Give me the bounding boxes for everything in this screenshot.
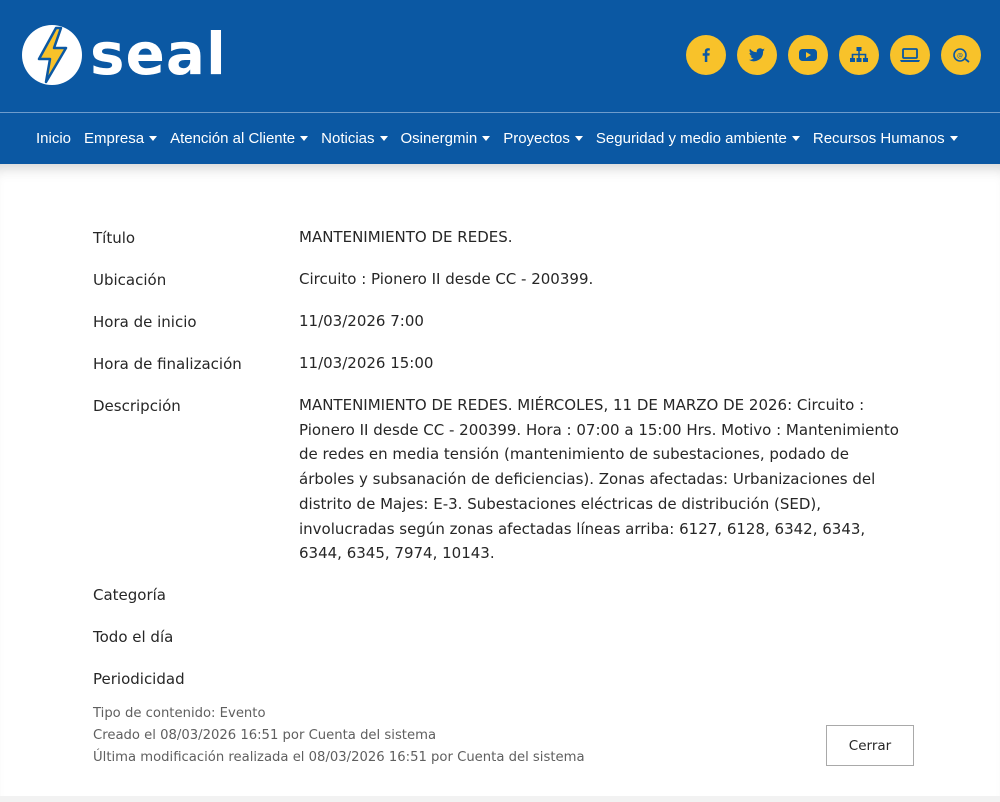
- descripcion-line: involucradas según zonas afectadas líneas arriba: 6127, 6128, 6342, 6343,: [299, 519, 866, 538]
- main-nav: [36, 118, 971, 158]
- descripcion-line: de redes en media tensión (mantenimiento de subestaciones, podado de: [299, 445, 850, 464]
- created-text: Creado el 08/03/2026 16:51 por Cuenta del sistema: [93, 728, 437, 743]
- descripcion-line: Pionero II desde CC - 200399. Hora : 07:00 a 15:00 Hrs. Motivo : Mantenimiento: [299, 420, 899, 439]
- twitter-icon[interactable]: [737, 35, 777, 75]
- nav-label: Noticias: [321, 129, 375, 147]
- descripcion-line: árboles y subsanación de deficiencias). Zonas afectadas: Urbanizaciones del: [299, 470, 876, 489]
- brand-wordmark[interactable]: seal: [90, 20, 227, 88]
- content-type-text: Tipo de contenido: Evento: [93, 706, 266, 721]
- nav-item-seguridad[interactable]: [596, 130, 800, 147]
- chevron-down-icon: [380, 136, 388, 141]
- hora-fin-value: 11/03/2026 15:00: [299, 354, 434, 372]
- chevron-down-icon: [575, 136, 583, 141]
- descripcion-value: [299, 393, 919, 566]
- chevron-down-icon: [482, 136, 490, 141]
- nav-item-inicio[interactable]: [36, 130, 71, 147]
- nav-item-osinergmin[interactable]: [401, 130, 491, 147]
- ubicacion-value: Circuito : Pionero II desde CC - 200399.: [299, 270, 594, 288]
- nav-label: Recursos Humanos: [812, 129, 945, 147]
- svg-text:@: @: [957, 52, 963, 60]
- descripcion-label: Descripción: [93, 397, 181, 415]
- chevron-down-icon: [149, 136, 157, 141]
- sitemap-icon[interactable]: [839, 35, 879, 75]
- nav-item-atencion-cliente[interactable]: [170, 130, 308, 147]
- header-divider: [0, 112, 1000, 113]
- chevron-down-icon: [300, 136, 308, 141]
- lightning-logo-icon[interactable]: [21, 24, 83, 86]
- nav-item-proyectos[interactable]: [503, 130, 583, 147]
- descripcion-line: 6344, 6345, 7974, 10143.: [299, 544, 495, 563]
- nav-item-recursos-humanos[interactable]: [813, 130, 958, 147]
- categoria-label: Categoría: [93, 586, 167, 604]
- chevron-down-icon: [950, 136, 958, 141]
- ubicacion-label: Ubicación: [93, 271, 167, 289]
- modified-text: Última modificación realizada el 08/03/2026 16:51 por Cuenta del sistema: [93, 750, 585, 765]
- titulo-value: MANTENIMIENTO DE REDES.: [299, 228, 513, 246]
- site-header: [0, 0, 1000, 164]
- nav-label: Seguridad y medio ambiente: [595, 129, 787, 147]
- laptop-icon[interactable]: [890, 35, 930, 75]
- nav-label: Proyectos: [503, 129, 570, 147]
- nav-item-empresa[interactable]: [84, 130, 157, 147]
- periodicidad-label: Periodicidad: [93, 670, 185, 688]
- nav-label: Inicio: [36, 129, 72, 147]
- titulo-label: Título: [93, 229, 136, 247]
- todo-el-dia-label: Todo el día: [93, 628, 174, 646]
- facebook-icon[interactable]: [686, 35, 726, 75]
- nav-label: Osinergmin: [400, 129, 478, 147]
- close-button[interactable]: Cerrar: [826, 725, 914, 766]
- chevron-down-icon: [792, 136, 800, 141]
- nav-item-noticias[interactable]: [321, 130, 387, 147]
- hora-inicio-value: 11/03/2026 7:00: [299, 312, 424, 330]
- hora-fin-label: Hora de finalización: [93, 355, 242, 373]
- youtube-icon[interactable]: [788, 35, 828, 75]
- nav-label: Empresa: [84, 129, 145, 147]
- email-icon[interactable]: [941, 35, 981, 75]
- nav-label: Atención al Cliente: [170, 129, 296, 147]
- hora-inicio-label: Hora de inicio: [93, 313, 197, 331]
- descripcion-line: distrito de Majes: E-3. Subestaciones eléctricas de distribución (SED),: [299, 494, 822, 513]
- descripcion-line: MANTENIMIENTO DE REDES. MIÉRCOLES, 11 DE MARZO DE 2026: Circuito :: [299, 396, 865, 414]
